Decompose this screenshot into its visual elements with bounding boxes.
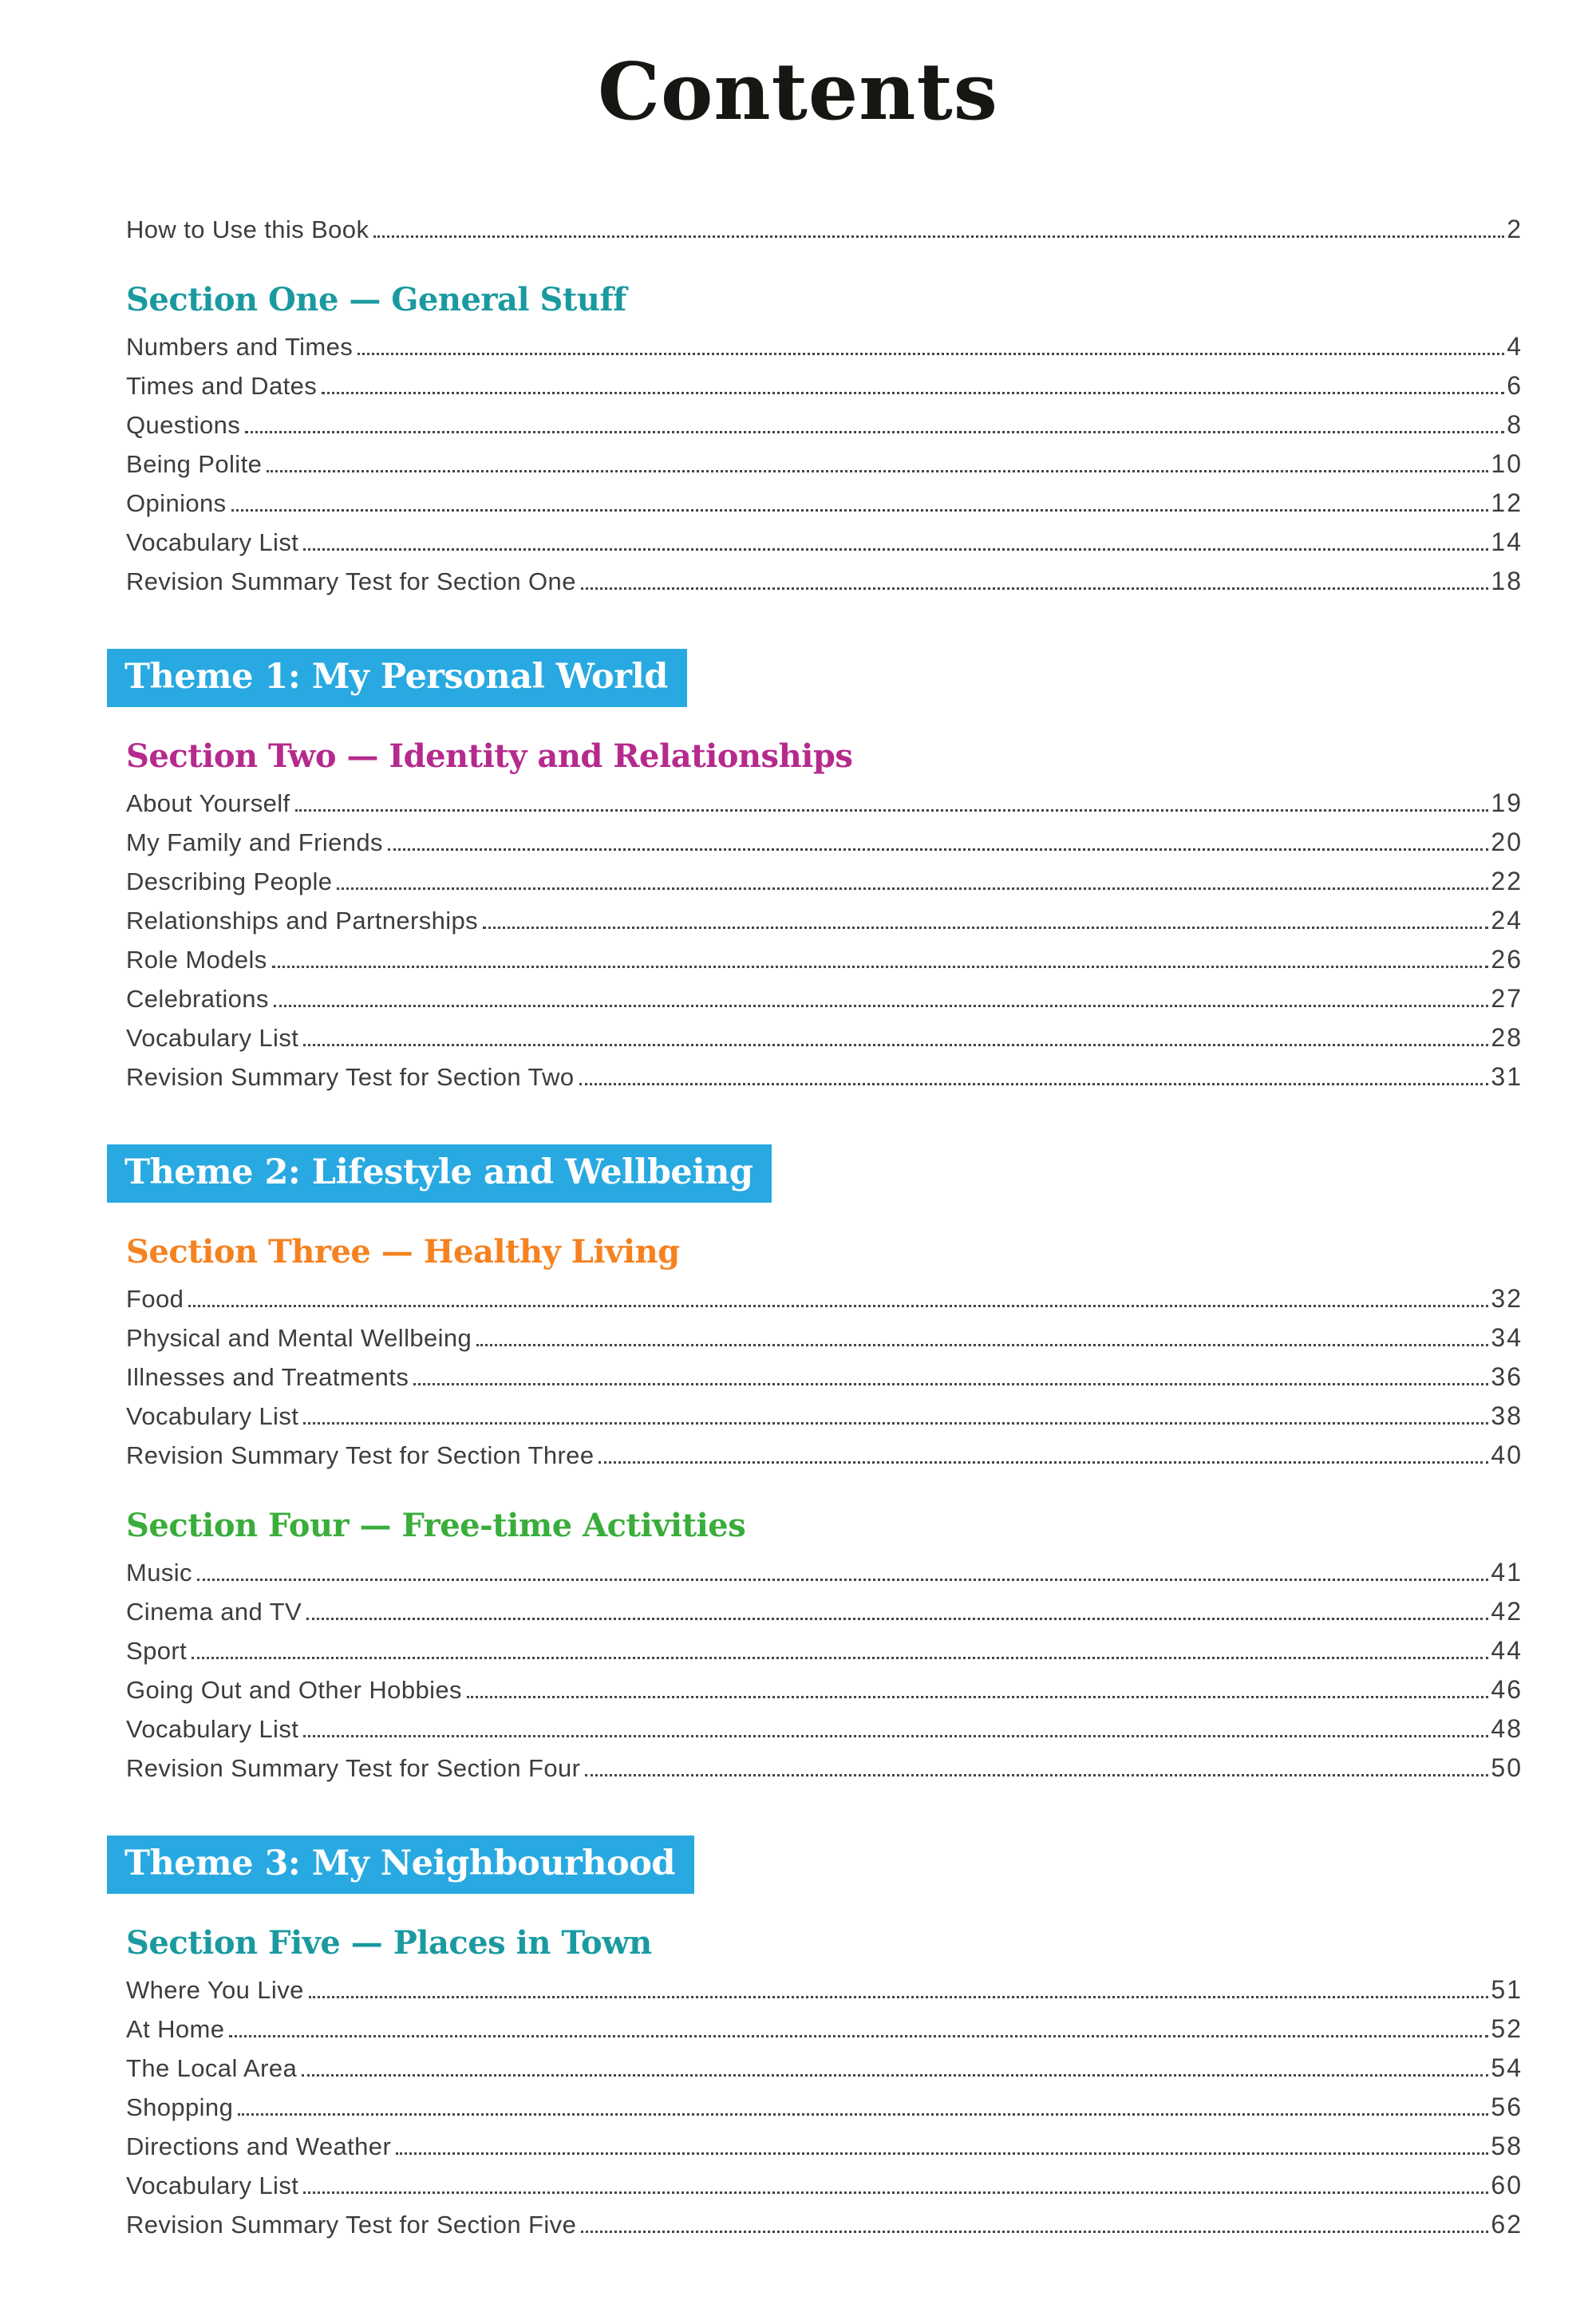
dot-leader	[413, 1383, 1488, 1385]
toc-entry-label: Revision Summary Test for Section Three	[126, 1441, 595, 1469]
toc-entry	[126, 1975, 1523, 2014]
toc-entry-label: At Home	[126, 2015, 225, 2043]
dot-leader	[245, 431, 1504, 433]
toc-entry-label: Being Polite	[126, 450, 263, 478]
toc-entry-label: Describing People	[126, 867, 333, 895]
toc-group	[126, 1101, 1523, 1792]
toc-entry	[126, 867, 1523, 906]
toc-entry-label: Role Models	[126, 946, 267, 974]
toc-entry-page: 10	[1491, 449, 1523, 478]
toc-entry	[126, 2171, 1523, 2210]
toc-entry	[126, 215, 1523, 254]
toc-entry-page: 62	[1491, 2210, 1523, 2239]
section-heading: Section Three — Healthy Living	[126, 1233, 680, 1271]
dot-leader	[585, 1774, 1488, 1776]
toc-entry	[126, 1597, 1523, 1636]
toc-entry	[126, 2014, 1523, 2053]
toc-entry-page: 20	[1491, 828, 1523, 856]
dot-leader	[302, 2074, 1488, 2077]
toc-entry-label: My Family and Friends	[126, 828, 383, 856]
table-of-contents	[126, 215, 1523, 2249]
toc-entry-label: Where You Live	[126, 1976, 304, 2004]
dot-leader	[188, 1305, 1488, 1307]
dot-leader	[309, 1996, 1489, 1998]
dot-leader	[267, 470, 1488, 472]
dot-leader	[358, 353, 1504, 355]
theme-banner: Theme 1: My Personal World	[107, 649, 687, 707]
toc-entry-page: 32	[1491, 1284, 1523, 1313]
toc-entry	[126, 2093, 1523, 2132]
toc-group	[126, 606, 1523, 1101]
section-heading: Section Two — Identity and Relationships	[126, 737, 853, 775]
toc-entry-page: 46	[1491, 1675, 1523, 1704]
toc-entry-page: 48	[1491, 1714, 1523, 1743]
toc-entry-label: Revision Summary Test for Section One	[126, 567, 576, 595]
toc-entry-label: Vocabulary List	[126, 1402, 299, 1430]
toc-entry-page: 60	[1491, 2171, 1523, 2199]
toc-entry-label: Vocabulary List	[126, 528, 299, 556]
toc-entry	[126, 1062, 1523, 1101]
toc-entry-page: 42	[1491, 1597, 1523, 1626]
toc-entry-page: 34	[1491, 1323, 1523, 1352]
dot-leader	[337, 887, 1488, 890]
dot-leader	[238, 2113, 1488, 2116]
toc-entry-page: 24	[1491, 906, 1523, 935]
toc-entry-page: 6	[1507, 371, 1523, 400]
toc-entry-page: 14	[1491, 528, 1523, 556]
toc-entry-label: Numbers and Times	[126, 333, 354, 361]
section-heading: Section One — General Stuff	[126, 281, 626, 318]
toc-entry-page: 58	[1491, 2132, 1523, 2160]
toc-entry	[126, 488, 1523, 528]
dot-leader	[388, 848, 1488, 851]
toc-entry-page: 27	[1491, 984, 1523, 1013]
toc-entry-page: 38	[1491, 1401, 1523, 1430]
toc-entry-label: Revision Summary Test for Section Two	[126, 1063, 575, 1091]
toc-entry-label: The Local Area	[126, 2054, 298, 2082]
toc-entry	[126, 1323, 1523, 1362]
toc-entry	[126, 332, 1523, 371]
toc-entry	[126, 1023, 1523, 1062]
page-title: Contents	[598, 46, 998, 138]
toc-entry-page: 44	[1491, 1636, 1523, 1665]
toc-entry-label: Vocabulary List	[126, 2172, 299, 2199]
toc-group	[126, 281, 1523, 606]
dot-leader	[231, 509, 1489, 512]
toc-entry-label: Times and Dates	[126, 372, 318, 400]
toc-entry-page: 4	[1507, 332, 1523, 361]
dot-leader	[581, 587, 1489, 590]
dot-leader	[322, 392, 1504, 394]
toc-entry-label: Shopping	[126, 2093, 234, 2121]
toc-entry-page: 8	[1507, 410, 1523, 439]
theme-banner: Theme 2: Lifestyle and Wellbeing	[107, 1144, 772, 1203]
toc-entry	[126, 1636, 1523, 1675]
toc-entry	[126, 1675, 1523, 1714]
dot-leader	[396, 2152, 1488, 2155]
toc-entry-page: 54	[1491, 2053, 1523, 2082]
toc-entry-label: Questions	[126, 411, 241, 439]
toc-entry	[126, 1440, 1523, 1480]
toc-entry	[126, 945, 1523, 984]
toc-entry	[126, 906, 1523, 945]
toc-entry-label: About Yourself	[126, 789, 290, 817]
toc-entry-label: Going Out and Other Hobbies	[126, 1676, 462, 1704]
toc-entry-page: 18	[1491, 567, 1523, 595]
toc-entry-page: 51	[1491, 1975, 1523, 2004]
dot-leader	[303, 1422, 1488, 1425]
toc-entry-page: 41	[1491, 1558, 1523, 1587]
toc-entry-page: 52	[1491, 2014, 1523, 2043]
toc-entry	[126, 2210, 1523, 2249]
toc-entry-page: 56	[1491, 2093, 1523, 2121]
theme-banner: Theme 3: My Neighbourhood	[107, 1836, 694, 1894]
section-heading: Section Four — Free-time Activities	[126, 1507, 746, 1544]
toc-entry	[126, 528, 1523, 567]
toc-entry-label: Vocabulary List	[126, 1715, 299, 1743]
toc-entry-label: Relationships and Partnerships	[126, 907, 479, 935]
toc-entry-page: 31	[1491, 1062, 1523, 1091]
toc-entry-page: 12	[1491, 488, 1523, 517]
toc-entry	[126, 1362, 1523, 1401]
toc-entry-page: 22	[1491, 867, 1523, 895]
dot-leader	[192, 1657, 1488, 1659]
toc-entry-page: 2	[1507, 215, 1523, 243]
toc-entry	[126, 2053, 1523, 2093]
toc-entry-label: Food	[126, 1285, 184, 1313]
toc-entry-label: Sport	[126, 1637, 188, 1665]
toc-entry	[126, 2132, 1523, 2171]
dot-leader	[303, 2191, 1488, 2194]
toc-intro	[126, 215, 1523, 254]
toc-entry	[126, 788, 1523, 828]
dot-leader	[303, 1044, 1488, 1046]
toc-entry	[126, 410, 1523, 449]
dot-leader	[581, 2231, 1488, 2233]
toc-entry-page: 28	[1491, 1023, 1523, 1052]
dot-leader	[272, 966, 1489, 968]
dot-leader	[598, 1461, 1488, 1464]
toc-entry-label: Illnesses and Treatments	[126, 1363, 409, 1391]
dot-leader	[579, 1083, 1489, 1085]
toc-entry-page: 36	[1491, 1362, 1523, 1391]
dot-leader	[303, 548, 1488, 551]
toc-entry-page: 50	[1491, 1753, 1523, 1782]
toc-entry-label: Cinema and TV	[126, 1598, 302, 1626]
toc-entry-label: Revision Summary Test for Section Five	[126, 2211, 577, 2239]
dot-leader	[306, 1618, 1488, 1620]
dot-leader	[483, 927, 1488, 929]
toc-entry-label: Directions and Weather	[126, 2132, 392, 2160]
toc-group	[126, 1792, 1523, 2249]
toc-entry-label: Vocabulary List	[126, 1024, 299, 1052]
toc-entry	[126, 1753, 1523, 1792]
section-heading: Section Five — Places in Town	[126, 1924, 652, 1962]
toc-entry	[126, 449, 1523, 488]
toc-entry	[126, 1284, 1523, 1323]
toc-entry	[126, 828, 1523, 867]
dot-leader	[467, 1696, 1488, 1698]
dot-leader	[476, 1344, 1488, 1346]
toc-entry-page: 26	[1491, 945, 1523, 974]
dot-leader	[303, 1735, 1488, 1737]
toc-entry-label: How to Use this Book	[126, 215, 369, 243]
dot-leader	[274, 1005, 1489, 1007]
toc-entry	[126, 1714, 1523, 1753]
dot-leader	[197, 1579, 1488, 1581]
toc-entry-label: Revision Summary Test for Section Four	[126, 1754, 581, 1782]
dot-leader	[373, 235, 1504, 238]
toc-entry-label: Physical and Mental Wellbeing	[126, 1324, 472, 1352]
toc-entry-page: 19	[1491, 788, 1523, 817]
toc-entry-page: 40	[1491, 1440, 1523, 1469]
toc-entry	[126, 567, 1523, 606]
dot-leader	[229, 2035, 1488, 2037]
toc-entry-label: Celebrations	[126, 985, 269, 1013]
dot-leader	[295, 809, 1489, 812]
toc-entry	[126, 371, 1523, 410]
toc-entry	[126, 984, 1523, 1023]
toc-entry	[126, 1558, 1523, 1597]
toc-entry-label: Opinions	[126, 489, 227, 517]
toc-entry	[126, 1401, 1523, 1440]
toc-entry-label: Music	[126, 1559, 192, 1587]
